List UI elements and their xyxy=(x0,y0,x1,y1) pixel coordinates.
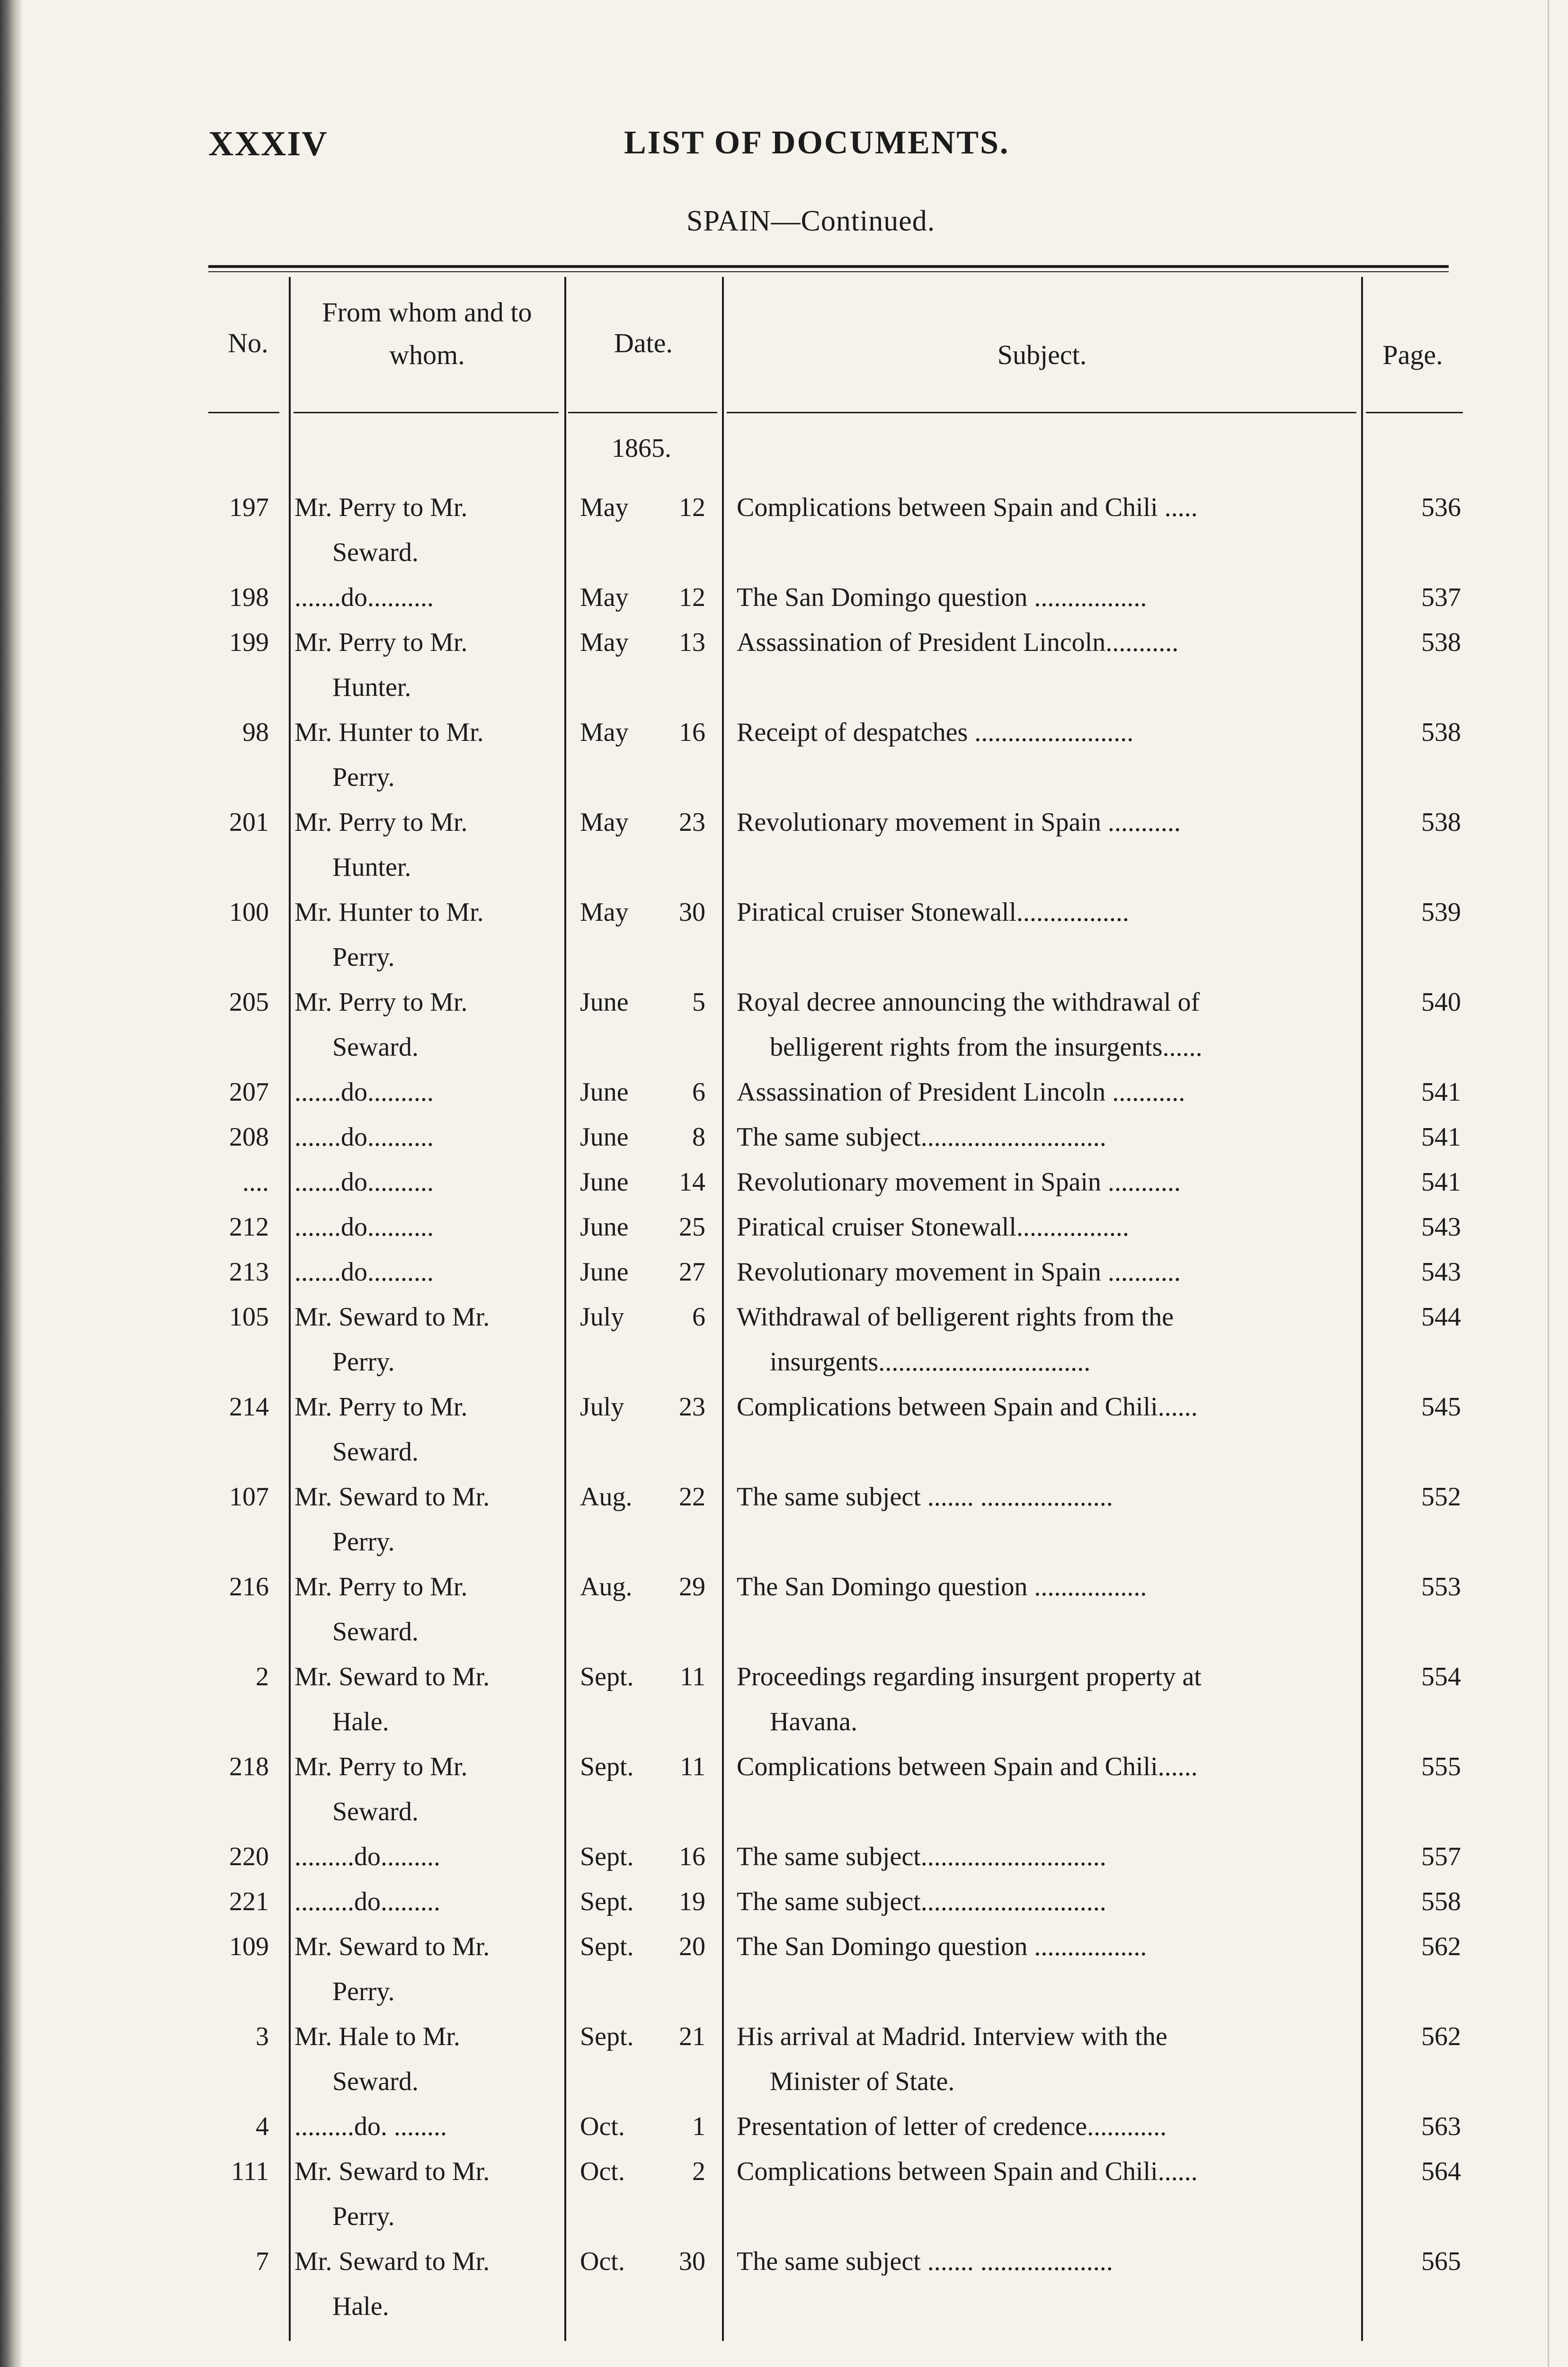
table-row xyxy=(0,890,1568,980)
from-to xyxy=(294,1205,554,1250)
column-header-from-line2: whom. xyxy=(389,339,465,370)
page-number: 538 xyxy=(1421,628,1461,657)
subject xyxy=(737,1744,1347,1789)
from-to xyxy=(294,2104,554,2149)
from-to-line: Hale. xyxy=(332,2292,389,2321)
from-to-line: Seward. xyxy=(332,1617,419,1646)
table-row xyxy=(0,575,1568,620)
from-to xyxy=(294,1879,554,1924)
doc-number: 201 xyxy=(229,808,269,837)
date-month: May xyxy=(580,583,629,612)
from-to-line: Mr. Perry to Mr. xyxy=(294,628,468,657)
date-day: 12 xyxy=(679,493,705,522)
doc-number: 197 xyxy=(229,493,269,522)
date-day: 12 xyxy=(679,583,705,612)
subject xyxy=(737,2104,1347,2149)
from-to-line: .........do......... xyxy=(294,1887,440,1916)
folio-number: XXXIV xyxy=(208,125,328,163)
page-number: 558 xyxy=(1421,1887,1461,1916)
doc-number: 98 xyxy=(242,718,269,747)
page-number: 562 xyxy=(1421,1932,1461,1961)
subject-line: Complications between Spain and Chili...... xyxy=(737,2157,1198,2186)
column-header-from-line1: From whom and to xyxy=(322,297,532,328)
from-to-line: .......do.......... xyxy=(294,1257,434,1287)
page-number: 553 xyxy=(1421,1572,1461,1602)
date-month: May xyxy=(580,718,629,747)
date-day: 25 xyxy=(679,1212,705,1242)
from-to xyxy=(294,1565,554,1655)
from-to-line: .......do.......... xyxy=(294,1167,434,1197)
from-to xyxy=(294,1475,554,1565)
date-day: 13 xyxy=(679,628,705,657)
subject-line: Receipt of despatches ........................ xyxy=(737,718,1134,747)
subject-line: belligerent rights from the insurgents...... xyxy=(770,1032,1203,1062)
from-to-line: .......do.......... xyxy=(294,1122,434,1152)
subject xyxy=(737,2149,1347,2194)
date-month: Aug. xyxy=(580,1572,633,1602)
page-number: 543 xyxy=(1421,1257,1461,1287)
date-month: Sept. xyxy=(580,1662,634,1691)
page-number: 552 xyxy=(1421,1482,1461,1512)
doc-number: 105 xyxy=(229,1302,269,1332)
from-to-line: Seward. xyxy=(332,1437,419,1467)
date-day: 5 xyxy=(692,988,705,1017)
date-month: June xyxy=(580,1257,629,1287)
subject-line: Complications between Spain and Chili ..... xyxy=(737,493,1198,522)
subject-line: Complications between Spain and Chili...... xyxy=(737,1752,1198,1781)
column-header-subject: Subject. xyxy=(997,339,1087,370)
subject xyxy=(737,575,1347,620)
from-to xyxy=(294,2239,554,2329)
doc-number: 111 xyxy=(231,2157,269,2186)
from-to-line: Mr. Seward to Mr. xyxy=(294,1302,490,1332)
from-to-line: Mr. Seward to Mr. xyxy=(294,1932,490,1961)
from-to xyxy=(294,800,554,890)
table-row xyxy=(0,710,1568,800)
doc-number: 100 xyxy=(229,898,269,927)
page-number: 544 xyxy=(1421,1302,1461,1332)
date-day: 1 xyxy=(692,2112,705,2141)
from-to-line: .......do.......... xyxy=(294,1212,434,1242)
from-to xyxy=(294,710,554,800)
date-month: June xyxy=(580,988,629,1017)
page-number: 565 xyxy=(1421,2247,1461,2276)
header-underline xyxy=(294,412,559,413)
date-day: 14 xyxy=(679,1167,705,1197)
table-row xyxy=(0,1115,1568,1160)
from-to xyxy=(294,2149,554,2239)
table-row xyxy=(0,1744,1568,1834)
from-to-line: .........do. ........ xyxy=(294,2112,447,2141)
subject xyxy=(737,980,1347,1070)
page-number: 564 xyxy=(1421,2157,1461,2186)
from-to xyxy=(294,1655,554,1744)
from-to xyxy=(294,1070,554,1115)
date-day: 27 xyxy=(679,1257,705,1287)
table-row xyxy=(0,1160,1568,1205)
from-to xyxy=(294,1250,554,1295)
date-month: July xyxy=(580,1302,624,1332)
subject xyxy=(737,1205,1347,1250)
from-to-line: Perry. xyxy=(332,763,395,792)
from-to-line: .......do.......... xyxy=(294,1077,434,1107)
doc-number: 221 xyxy=(229,1887,269,1916)
subject-line: The San Domingo question ................. xyxy=(737,583,1147,612)
doc-number: .... xyxy=(242,1167,269,1197)
subject xyxy=(737,1655,1347,1744)
from-to xyxy=(294,890,554,980)
date-month: May xyxy=(580,628,629,657)
from-to-line: .......do.......... xyxy=(294,583,434,612)
subject-line: The same subject ....... .................... xyxy=(737,1482,1113,1512)
doc-number: 199 xyxy=(229,628,269,657)
from-to-line: Hunter. xyxy=(332,673,411,702)
from-to-line: Mr. Perry to Mr. xyxy=(294,1392,468,1422)
date-month: Sept. xyxy=(580,1932,634,1961)
subject-line: Proceedings regarding insurgent property at xyxy=(737,1662,1202,1691)
column-header-from xyxy=(291,291,563,376)
doc-number: 218 xyxy=(229,1752,269,1781)
table-row xyxy=(0,1655,1568,1744)
date-month: May xyxy=(580,898,629,927)
date-day: 19 xyxy=(679,1887,705,1916)
page-number: 538 xyxy=(1421,808,1461,837)
from-to xyxy=(294,1295,554,1385)
doc-number: 220 xyxy=(229,1842,269,1871)
from-to-line: Mr. Seward to Mr. xyxy=(294,2247,490,2276)
date-month: Sept. xyxy=(580,1842,634,1871)
table-row xyxy=(0,1385,1568,1475)
from-to-line: Mr. Perry to Mr. xyxy=(294,493,468,522)
date-day: 6 xyxy=(692,1077,705,1107)
page-number: 541 xyxy=(1421,1122,1461,1152)
subject-line: Revolutionary movement in Spain ........... xyxy=(737,1167,1181,1197)
table-top-rule xyxy=(208,265,1449,268)
subject xyxy=(737,1565,1347,1610)
from-to-line: Mr. Perry to Mr. xyxy=(294,988,468,1017)
subject-line: The same subject............................ xyxy=(737,1842,1106,1871)
date-month: May xyxy=(580,493,629,522)
page-number: 563 xyxy=(1421,2112,1461,2141)
date-month: Oct. xyxy=(580,2247,625,2276)
page-number: 538 xyxy=(1421,718,1461,747)
page-number: 543 xyxy=(1421,1212,1461,1242)
subject-line: Revolutionary movement in Spain ........... xyxy=(737,808,1181,837)
from-to-line: Seward. xyxy=(332,2067,419,2096)
date-day: 11 xyxy=(680,1662,705,1691)
subject xyxy=(737,1924,1347,1969)
from-to xyxy=(294,485,554,575)
table-row xyxy=(0,2239,1568,2329)
subject xyxy=(737,710,1347,755)
date-day: 23 xyxy=(679,808,705,837)
subject-line: His arrival at Madrid. Interview with the xyxy=(737,2022,1167,2051)
doc-number: 207 xyxy=(229,1077,269,1107)
from-to xyxy=(294,980,554,1070)
doc-number: 107 xyxy=(229,1482,269,1512)
table-row xyxy=(0,2149,1568,2239)
doc-number: 7 xyxy=(256,2247,269,2276)
page-number: 536 xyxy=(1421,493,1461,522)
date-day: 29 xyxy=(679,1572,705,1602)
subject-line: Havana. xyxy=(770,1707,858,1736)
from-to-line: Mr. Perry to Mr. xyxy=(294,1572,468,1602)
date-day: 30 xyxy=(679,2247,705,2276)
from-to xyxy=(294,2014,554,2104)
table-row xyxy=(0,800,1568,890)
table-row xyxy=(0,1834,1568,1879)
table-row xyxy=(0,1565,1568,1655)
subject xyxy=(737,1115,1347,1160)
table-row xyxy=(0,2014,1568,2104)
table-row xyxy=(0,1924,1568,2014)
subject-line: Piratical cruiser Stonewall................. xyxy=(737,1212,1129,1242)
page-number: 555 xyxy=(1421,1752,1461,1781)
from-to xyxy=(294,1160,554,1205)
date-day: 16 xyxy=(679,1842,705,1871)
table-row xyxy=(0,485,1568,575)
date-day: 21 xyxy=(679,2022,705,2051)
date-day: 23 xyxy=(679,1392,705,1422)
subject xyxy=(737,1070,1347,1115)
from-to-line: Mr. Seward to Mr. xyxy=(294,1482,490,1512)
from-to xyxy=(294,1115,554,1160)
from-to-line: Hale. xyxy=(332,1707,389,1736)
subject-line: Complications between Spain and Chili...... xyxy=(737,1392,1198,1422)
page-number: 539 xyxy=(1421,898,1461,927)
subject xyxy=(737,1385,1347,1430)
table-row xyxy=(0,2104,1568,2149)
from-to xyxy=(294,620,554,710)
subject-line: The San Domingo question ................. xyxy=(737,1572,1147,1602)
subject xyxy=(737,1879,1347,1924)
from-to-line: .........do......... xyxy=(294,1842,440,1871)
date-day: 30 xyxy=(679,898,705,927)
doc-number: 212 xyxy=(229,1212,269,1242)
year-label: 1865. xyxy=(612,434,671,463)
doc-number: 216 xyxy=(229,1572,269,1602)
from-to xyxy=(294,575,554,620)
table-row xyxy=(0,980,1568,1070)
subject xyxy=(737,2239,1347,2284)
from-to-line: Perry. xyxy=(332,1527,395,1557)
subject-line: Minister of State. xyxy=(770,2067,955,2096)
doc-number: 208 xyxy=(229,1122,269,1152)
from-to-line: Mr. Perry to Mr. xyxy=(294,808,468,837)
from-to-line: Perry. xyxy=(332,1977,395,2006)
table-row xyxy=(0,1070,1568,1115)
date-month: June xyxy=(580,1212,629,1242)
doc-number: 4 xyxy=(256,2112,269,2141)
subject xyxy=(737,1160,1347,1205)
subject xyxy=(737,2014,1347,2104)
date-month: May xyxy=(580,808,629,837)
table-row xyxy=(0,620,1568,710)
page-number: 554 xyxy=(1421,1662,1461,1691)
page-number: 540 xyxy=(1421,988,1461,1017)
header-underline xyxy=(1366,412,1463,413)
subject-line: The San Domingo question ................. xyxy=(737,1932,1147,1961)
page-title: LIST OF DOCUMENTS. xyxy=(624,125,1010,161)
from-to-line: Mr. Seward to Mr. xyxy=(294,1662,490,1691)
from-to-line: Mr. Hunter to Mr. xyxy=(294,718,484,747)
from-to xyxy=(294,1744,554,1834)
date-month: Sept. xyxy=(580,1887,634,1916)
from-to-line: Mr. Hunter to Mr. xyxy=(294,898,484,927)
page-number: 541 xyxy=(1421,1077,1461,1107)
subject xyxy=(737,800,1347,845)
subject-line: Assassination of President Lincoln ........... xyxy=(737,1077,1185,1107)
date-day: 8 xyxy=(692,1122,705,1152)
subject xyxy=(737,1475,1347,1520)
table-row xyxy=(0,1295,1568,1385)
table-row xyxy=(0,1205,1568,1250)
page-header xyxy=(0,119,1568,176)
subject-line: Assassination of President Lincoln........... xyxy=(737,628,1179,657)
date-day: 11 xyxy=(680,1752,705,1781)
subject-line: insurgents................................ xyxy=(770,1347,1091,1377)
from-to xyxy=(294,1834,554,1879)
date-month: June xyxy=(580,1167,629,1197)
page-number: 537 xyxy=(1421,583,1461,612)
header-underline xyxy=(208,412,279,413)
from-to-line: Mr. Hale to Mr. xyxy=(294,2022,460,2051)
date-day: 2 xyxy=(692,2157,705,2186)
doc-number: 198 xyxy=(229,583,269,612)
page-number: 557 xyxy=(1421,1842,1461,1871)
date-month: July xyxy=(580,1392,624,1422)
date-month: Oct. xyxy=(580,2157,625,2186)
from-to-line: Perry. xyxy=(332,943,395,972)
subject-line: The same subject ....... .................... xyxy=(737,2247,1113,2276)
header-underline xyxy=(568,412,717,413)
table-row xyxy=(0,1879,1568,1924)
subject xyxy=(737,1834,1347,1879)
table-row xyxy=(0,1475,1568,1565)
table-top-rule-thin xyxy=(208,271,1449,272)
subject xyxy=(737,1295,1347,1385)
date-month: June xyxy=(580,1077,629,1107)
date-month: Sept. xyxy=(580,2022,634,2051)
page-number: 562 xyxy=(1421,2022,1461,2051)
subject-line: The same subject............................ xyxy=(737,1887,1106,1916)
from-to-line: Seward. xyxy=(332,1032,419,1062)
date-month: Oct. xyxy=(580,2112,625,2141)
document-list xyxy=(0,485,1568,2329)
subject xyxy=(737,890,1347,935)
subject xyxy=(737,485,1347,530)
column-header-page: Page. xyxy=(1382,339,1443,370)
from-to xyxy=(294,1385,554,1475)
section-title: SPAIN—Continued. xyxy=(686,205,935,237)
page-number: 541 xyxy=(1421,1167,1461,1197)
doc-number: 2 xyxy=(256,1662,269,1691)
from-to-line: Mr. Perry to Mr. xyxy=(294,1752,468,1781)
date-day: 6 xyxy=(692,1302,705,1332)
header-underline xyxy=(727,412,1356,413)
doc-number: 3 xyxy=(256,2022,269,2051)
subject-line: Withdrawal of belligerent rights from the xyxy=(737,1302,1174,1332)
doc-number: 205 xyxy=(229,988,269,1017)
date-day: 16 xyxy=(679,718,705,747)
page-number: 545 xyxy=(1421,1392,1461,1422)
from-to-line: Seward. xyxy=(332,1797,419,1826)
date-month: Aug. xyxy=(580,1482,633,1512)
column-header-date: Date. xyxy=(614,328,673,358)
column-header-no: No. xyxy=(228,328,268,358)
from-to-line: Perry. xyxy=(332,1347,395,1377)
date-day: 20 xyxy=(679,1932,705,1961)
subject xyxy=(737,620,1347,665)
subject-line: Presentation of letter of credence............ xyxy=(737,2112,1167,2141)
from-to-line: Mr. Seward to Mr. xyxy=(294,2157,490,2186)
subject xyxy=(737,1250,1347,1295)
date-month: June xyxy=(580,1122,629,1152)
from-to-line: Perry. xyxy=(332,2202,395,2231)
subject-line: Royal decree announcing the withdrawal of xyxy=(737,988,1200,1017)
from-to-line: Hunter. xyxy=(332,853,411,882)
doc-number: 109 xyxy=(229,1932,269,1961)
doc-number: 214 xyxy=(229,1392,269,1422)
from-to-line: Seward. xyxy=(332,538,419,567)
subject-line: Piratical cruiser Stonewall................. xyxy=(737,898,1129,927)
subject-line: Revolutionary movement in Spain ........... xyxy=(737,1257,1181,1287)
date-day: 22 xyxy=(679,1482,705,1512)
subject-line: The same subject............................ xyxy=(737,1122,1106,1152)
doc-number: 213 xyxy=(229,1257,269,1287)
from-to xyxy=(294,1924,554,2014)
date-month: Sept. xyxy=(580,1752,634,1781)
table-row xyxy=(0,1250,1568,1295)
